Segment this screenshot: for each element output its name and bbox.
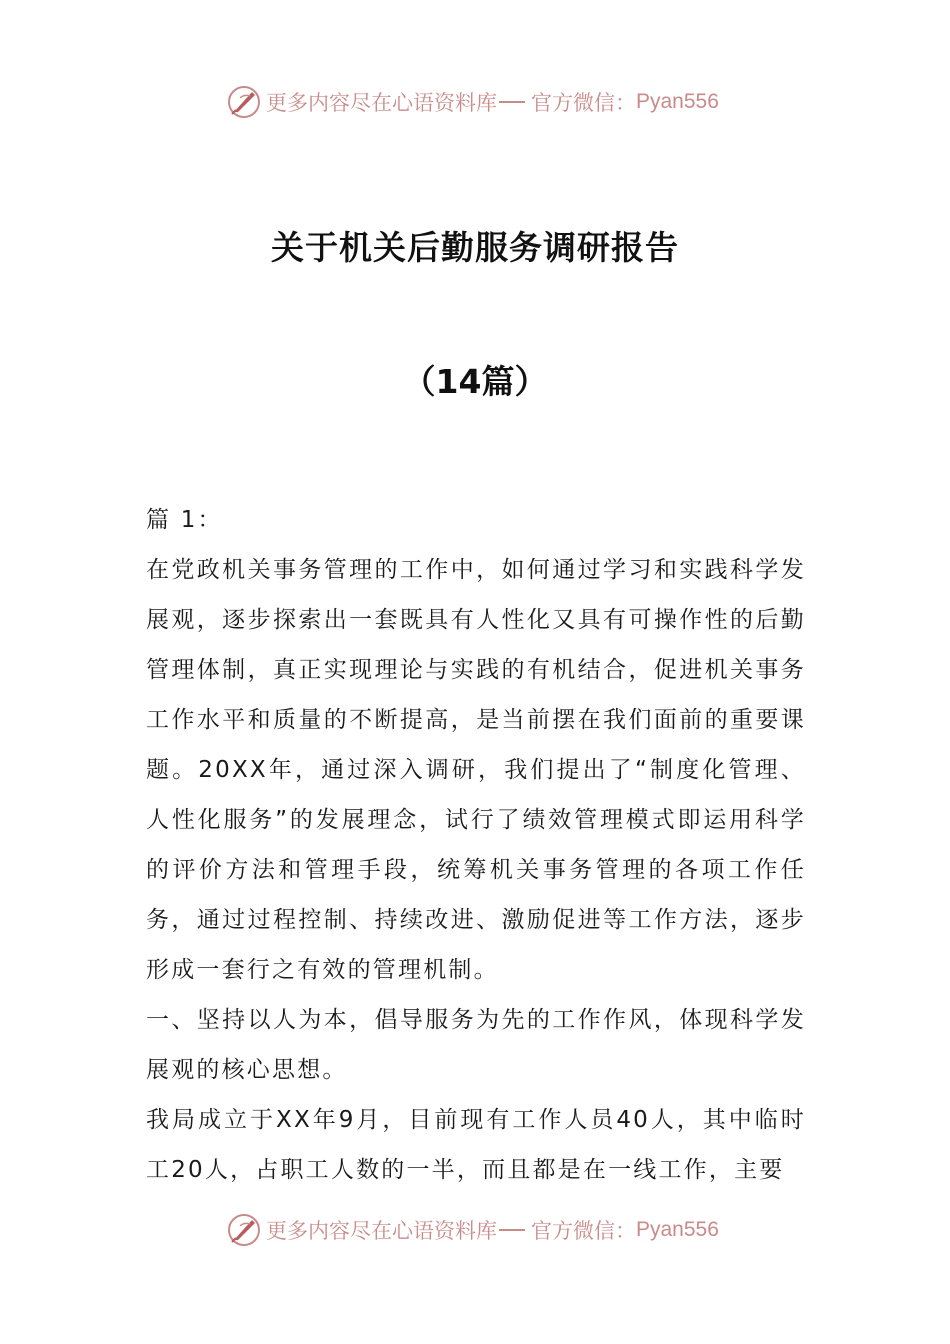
quill-logo-icon — [226, 1212, 262, 1248]
paragraph: 在党政机关事务管理的工作中，如何通过学习和实践科学发展观，逐步探索出一套既具有人性化又具有可操作性的后勤管理体制，真正实现理论与实践的有机结合，促进机关事务工作水平和质量的不断提高，是当前摆在我们面前的重要课题。20XX年，通过深入调研，我们提出了“制度化管理、人性化服务”的发展理念，试行了绩效管理模式即运用科学的评价方法和管理手段，统筹机关事务管理的各项工作任务，通过过程控制、持续改进、激励促进等工作方法，逐步形成一套行之有效的管理机制。 — [146, 557, 806, 983]
quill-logo-icon — [226, 84, 262, 120]
document-subtitle: （14篇） — [402, 362, 548, 401]
banner-text: 更多内容尽在心语资料库 — [266, 1219, 497, 1243]
banner-wechat-id: Pyan556 — [636, 90, 719, 113]
banner-text: 更多内容尽在心语资料库 — [266, 91, 497, 115]
section-label: 篇 1： — [146, 507, 223, 533]
banner-wechat-id: Pyan556 — [636, 1218, 719, 1241]
banner-dash — [499, 101, 525, 103]
banner-dash — [499, 1229, 525, 1231]
paragraph: 一、坚持以人为本，倡导服务为先的工作作风，体现科学发展观的核心思想。 — [146, 1007, 806, 1083]
document-body — [146, 495, 806, 1195]
footer-banner — [226, 1208, 726, 1252]
paragraph: 我局成立于XX年9月，目前现有工作人员40人，其中临时工20人，占职工人数的一半，而且都是在一线工作，主要 — [146, 1107, 806, 1183]
banner-suffix: 官方微信： — [531, 1219, 636, 1243]
document-title: 关于机关后勤服务调研报告 — [271, 228, 679, 267]
banner-suffix: 官方微信： — [531, 91, 636, 115]
header-banner — [226, 80, 726, 124]
